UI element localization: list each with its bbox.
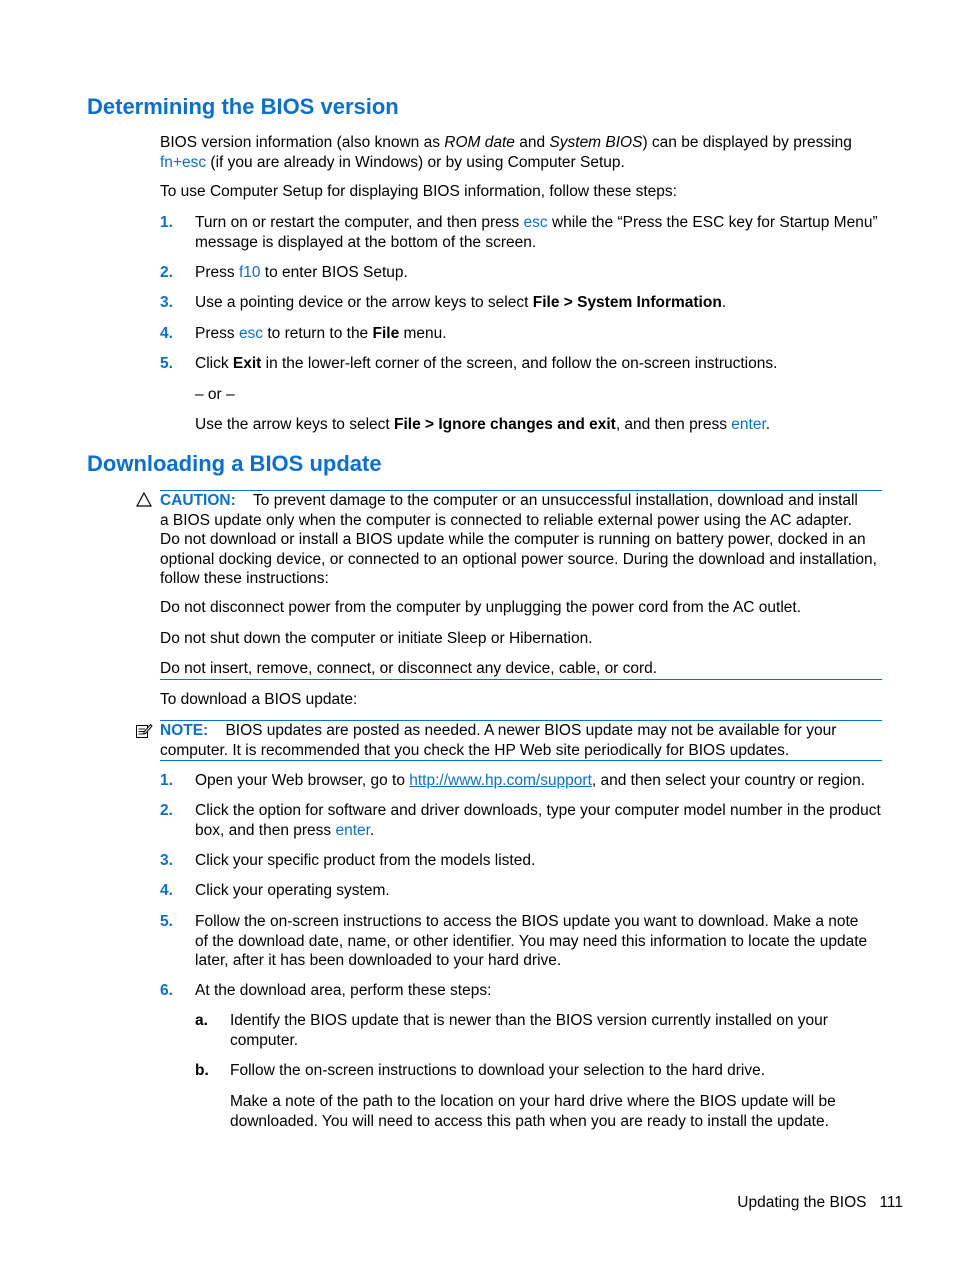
- step-number: 1.: [160, 214, 173, 231]
- caution-item: Do not disconnect power from the computer by unplugging the power cord from the AC outlet.: [160, 599, 802, 616]
- step-number: 2.: [160, 264, 173, 281]
- page-number: 111: [879, 1194, 903, 1211]
- key-enter: enter: [731, 416, 766, 433]
- intro-text: BIOS version information (also known as: [160, 134, 445, 151]
- intro-paragraph: [160, 133, 882, 172]
- step-text: Open your Web browser, go to http://www.hp.com/support, and then select your country or region.: [195, 772, 866, 789]
- key-fn-esc: fn+esc: [160, 153, 207, 171]
- step-text: Use a pointing device or the arrow keys to select File > System Information.: [195, 294, 727, 311]
- step-text: Click your specific product from the models listed.: [195, 852, 536, 869]
- note-label: NOTE:: [160, 722, 209, 739]
- caution-label: CAUTION:: [160, 492, 236, 509]
- intro-text: (if you are already in Windows) or by using Computer Setup.: [206, 153, 625, 171]
- key-esc: esc: [238, 325, 264, 342]
- step-text: Follow the on-screen instructions to access the BIOS update you want to download. Make a note of the download date, name, or other identifier. You may need this information to locate the update later, after it has been downloaded to your hard drive.: [195, 913, 868, 969]
- intro-text: ) can be displayed by pressing: [642, 134, 852, 151]
- footer-section-label: Updating the BIOS: [737, 1194, 867, 1211]
- step-number: 4.: [160, 882, 173, 899]
- step-number: 1.: [160, 772, 173, 789]
- caution-bottom-rule: [160, 679, 882, 680]
- caution-text: CAUTION: To prevent damage to the computer or an unsuccessful installation, download and install a BIOS update only when the computer is connected to reliable external power using the AC adapter. Do not download or install a BIOS update while the computer is running on battery power, docked in an optional docking device, or connected to an optional power source. During the download and installation, follow these instructions:: [160, 492, 877, 587]
- section-title-bios-update: Downloading a BIOS update: [87, 451, 382, 476]
- steps-lead: To use Computer Setup for displaying BIOS information, follow these steps:: [160, 183, 677, 200]
- warning-triangle-icon: [136, 492, 152, 513]
- step-number: 5.: [160, 913, 173, 930]
- step-text: Click your operating system.: [195, 882, 390, 899]
- note-text: NOTE: BIOS updates are posted as needed. A newer BIOS update may not be available for your computer. It is recommended that you check the HP Web site periodically for BIOS updates.: [160, 722, 837, 759]
- caution-item: Do not insert, remove, connect, or disconnect any device, cable, or cord.: [160, 660, 658, 677]
- step-number: 4.: [160, 325, 173, 342]
- note-bottom-rule: [160, 760, 882, 761]
- note-pencil-icon: [135, 722, 153, 746]
- download-lead: To download a BIOS update:: [160, 691, 358, 708]
- final-note-paragraph: Make a note of the path to the location on your hard drive where the BIOS update will be downloaded. You will need to access this path when you are ready to install the update.: [230, 1093, 836, 1130]
- step-text: Press esc to return to the File menu.: [195, 325, 447, 342]
- system-bios-term: System BIOS: [549, 134, 643, 151]
- substep-text: Identify the BIOS update that is newer than the BIOS version currently installed on your computer.: [230, 1012, 828, 1049]
- substep-letter: b.: [195, 1062, 209, 1079]
- step-number: 3.: [160, 294, 173, 311]
- rom-date-term: ROM date: [444, 134, 515, 151]
- step-number: 2.: [160, 802, 173, 819]
- page-footer: [737, 1193, 903, 1213]
- key-esc: esc: [523, 214, 548, 231]
- alternate-step: Use the arrow keys to select File > Ignore changes and exit, and then press enter.: [195, 416, 771, 433]
- key-enter: enter: [335, 821, 370, 839]
- substep-letter: a.: [195, 1012, 208, 1029]
- key-f10: f10: [238, 264, 261, 281]
- or-separator: – or –: [195, 386, 235, 403]
- step-number: 6.: [160, 982, 173, 999]
- step-number: 5.: [160, 355, 173, 372]
- step-number: 3.: [160, 852, 173, 869]
- section-title-bios-version: Determining the BIOS version: [87, 94, 399, 119]
- substep-text: Follow the on-screen instructions to download your selection to the hard drive.: [230, 1062, 766, 1079]
- step-text: Click Exit in the lower-left corner of the screen, and follow the on-screen instructions.: [195, 355, 778, 372]
- caution-item: Do not shut down the computer or initiate Sleep or Hibernation.: [160, 630, 593, 647]
- step-text: Click the option for software and driver downloads, type your computer model number in the product box, and then press enter.: [195, 802, 881, 839]
- intro-text: and: [514, 134, 550, 151]
- hp-support-link[interactable]: http://www.hp.com/support: [409, 772, 592, 789]
- step-text: Turn on or restart the computer, and then press esc while the “Press the ESC key for Startup Menu” message is displayed at the bottom of the screen.: [195, 214, 878, 251]
- step-text: Press f10 to enter BIOS Setup.: [195, 264, 408, 281]
- step-text: At the download area, perform these steps:: [195, 982, 492, 999]
